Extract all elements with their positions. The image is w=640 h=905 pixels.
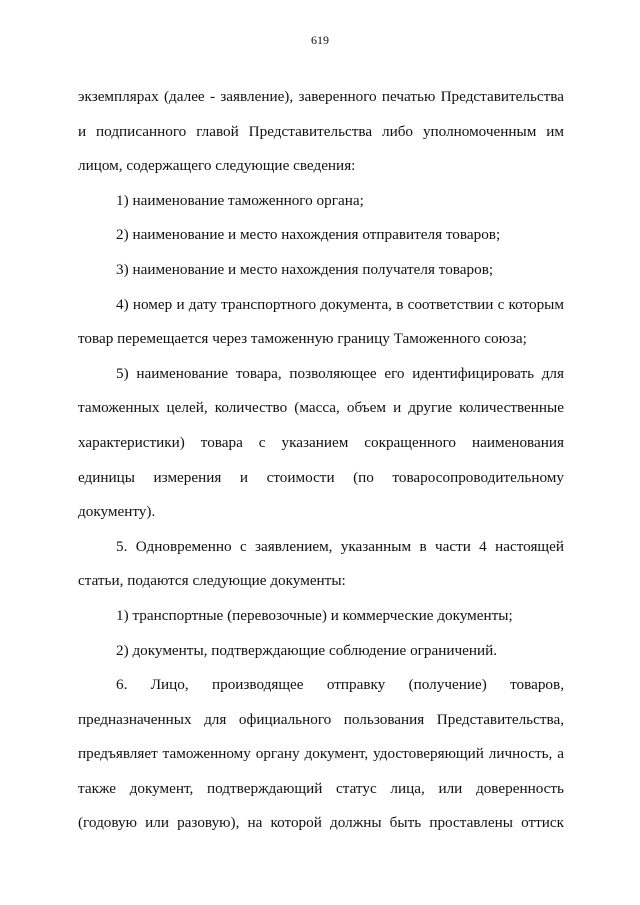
list-item-goods-description: 5) наименование товара, позволяющее его идентифицировать для таможенных целей, количество (масса, объем и другие количественные характеристики) товара с указанием сокращенного наименования единицы измерения и стоимости (по товаросопроводительному документу). xyxy=(78,364,564,521)
paragraph-continuation: экземплярах (далее - заявление), заверенного печатью Представительства и подписанного главой Представительства либо уполномоченным им лицом, содержащего следующие сведения: xyxy=(78,88,564,175)
list-item-sender: 2) наименование и место нахождения отправителя товаров; xyxy=(116,226,501,244)
document-body xyxy=(78,80,564,841)
list-item-transport-document: 4) номер и дату транспортного документа, в соответствии с которым товар перемещается через таможенную границу Таможенного союза; xyxy=(78,295,564,348)
list-item-customs-authority: 1) наименование таможенного органа; xyxy=(116,191,364,209)
list-item-restriction-docs: 2) документы, подтверждающие соблюдение ограничений. xyxy=(116,641,498,659)
list-item-transport-commercial-docs: 1) транспортные (перевозочные) и коммерческие документы; xyxy=(116,606,513,624)
paragraph-part-5: 5. Одновременно с заявлением, указанным в части 4 настоящей статьи, подаются следующие документы: xyxy=(78,537,564,590)
page-number: 619 xyxy=(311,33,329,47)
list-item-recipient: 3) наименование и место нахождения получателя товаров; xyxy=(116,260,494,278)
paragraph-part-6: 6. Лицо, производящее отправку (получение) товаров, предназначенных для официального пользования Представительства, предъявляет таможенному органу документ, удостоверяющий личность, а также документ, подтверждающий статус лица, или доверенность (годовую или разовую), на которой должны быть проставлены оттиск xyxy=(78,676,564,832)
